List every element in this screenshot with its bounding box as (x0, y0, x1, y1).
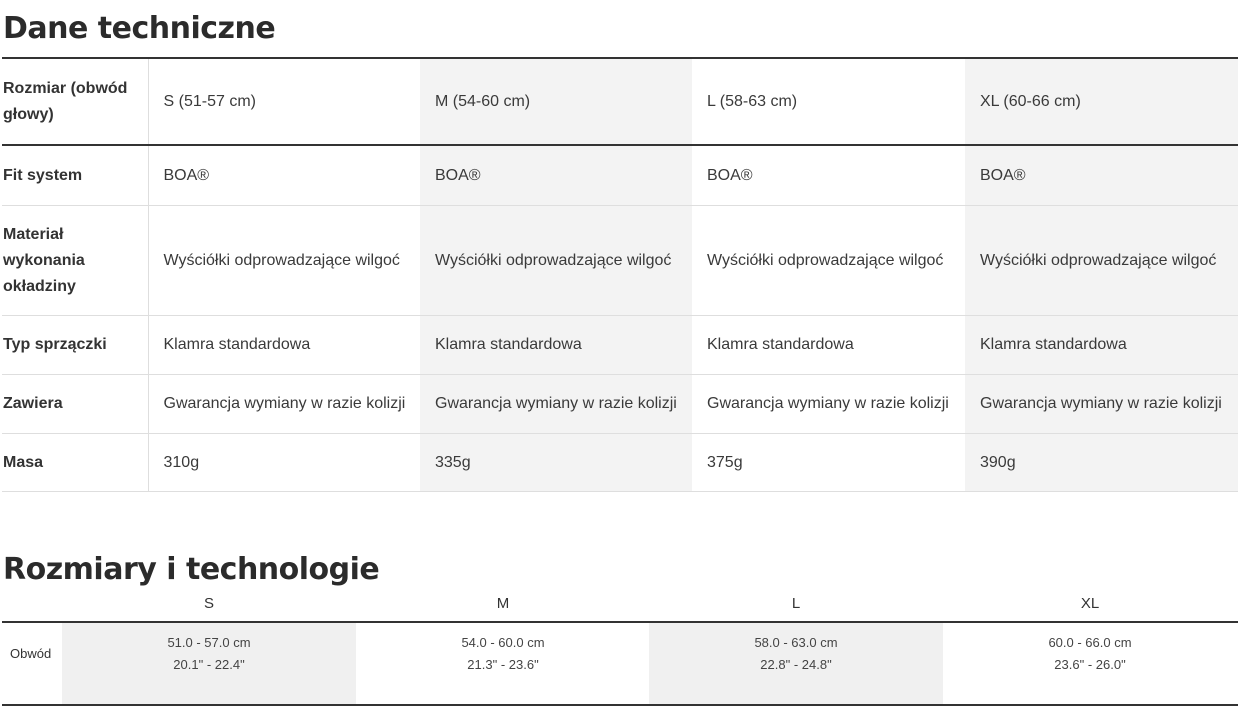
size-cell (649, 623, 943, 704)
divider (2, 704, 1238, 706)
size-inch: 21.3" - 23.6" (467, 657, 539, 672)
cell-value: Gwarancja wymiany w razie kolizji (692, 375, 965, 434)
table-row-includes (2, 375, 1238, 434)
cell-value: Gwarancja wymiany w razie kolizji (148, 375, 420, 434)
cell-value: Wyściółki odprowadzające wilgoć (692, 206, 965, 316)
cell-value: 375g (692, 434, 965, 492)
row-label: Rozmiar (obwód głowy) (2, 58, 148, 145)
table-row-size (2, 58, 1238, 145)
table-row-buckle (2, 316, 1238, 375)
row-label-circumference: Obwód (10, 646, 52, 661)
size-inch: 20.1" - 22.4" (173, 657, 245, 672)
technical-data-table (2, 57, 1238, 492)
size-cell (356, 623, 650, 704)
size-cm: 58.0 - 63.0 cm (754, 635, 838, 650)
cell-value: Klamra standardowa (965, 316, 1238, 375)
cell-value: S (51-57 cm) (148, 58, 420, 145)
cell-value: 310g (148, 434, 420, 492)
table-row-fit-system (2, 145, 1238, 206)
size-inch: 23.6" - 26.0" (1054, 657, 1126, 672)
cell-value: BOA® (420, 145, 692, 206)
section-title-technical-data: Dane techniczne (3, 11, 276, 46)
row-label: Zawiera (2, 375, 148, 434)
cell-value: Wyściółki odprowadzające wilgoć (148, 206, 420, 316)
size-header: L (791, 595, 801, 612)
row-label: Typ sprzączki (2, 316, 148, 375)
cell-value: Klamra standardowa (148, 316, 420, 375)
row-label: Fit system (2, 145, 148, 206)
size-header: M (496, 595, 510, 612)
cell-value: XL (60-66 cm) (965, 58, 1238, 145)
table-row-weight (2, 434, 1238, 492)
size-cm: 51.0 - 57.0 cm (167, 635, 251, 650)
cell-value: BOA® (965, 145, 1238, 206)
cell-value: Wyściółki odprowadzające wilgoć (420, 206, 692, 316)
cell-value: BOA® (692, 145, 965, 206)
section-title-sizes: Rozmiary i technologie (3, 552, 380, 587)
cell-value: M (54-60 cm) (420, 58, 692, 145)
cell-value: L (58-63 cm) (692, 58, 965, 145)
cell-value: BOA® (148, 145, 420, 206)
row-label: Masa (2, 434, 148, 492)
size-header-row (2, 593, 1238, 622)
size-inch: 22.8" - 24.8" (760, 657, 832, 672)
size-header: XL (1080, 595, 1100, 612)
size-header: S (203, 595, 215, 612)
table-row-material (2, 206, 1238, 316)
size-cm: 54.0 - 60.0 cm (461, 635, 545, 650)
cell-value: Gwarancja wymiany w razie kolizji (420, 375, 692, 434)
cell-value: 335g (420, 434, 692, 492)
cell-value: 390g (965, 434, 1238, 492)
row-label: Materiał wykonania okładziny (2, 206, 148, 316)
size-cell (62, 623, 356, 704)
cell-value: Klamra standardowa (692, 316, 965, 375)
size-cm: 60.0 - 66.0 cm (1048, 635, 1132, 650)
cell-value: Klamra standardowa (420, 316, 692, 375)
cell-value: Gwarancja wymiany w razie kolizji (965, 375, 1238, 434)
cell-value: Wyściółki odprowadzające wilgoć (965, 206, 1238, 316)
size-cell (943, 623, 1237, 704)
